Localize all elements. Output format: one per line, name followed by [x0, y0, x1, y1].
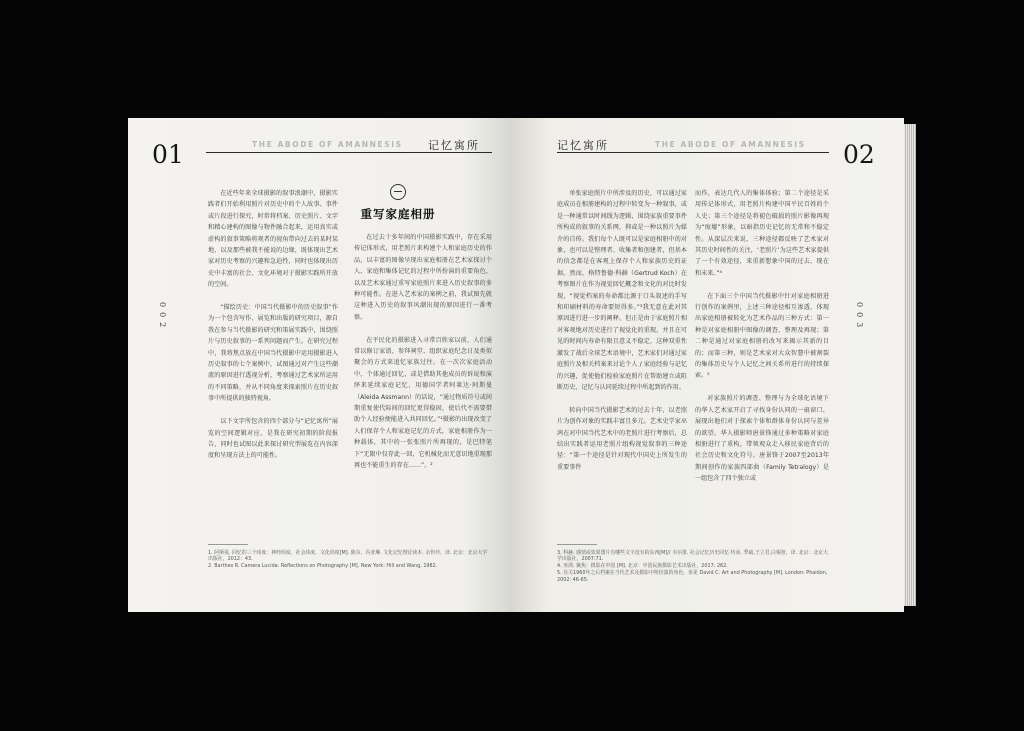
page-number: 01: [152, 140, 184, 169]
right-page: [509, 118, 904, 612]
paragraph: 转向中国当代摄影艺术的过去十年，以老照片为创作对象的实践丰富且多元。艺术史学家巫鸿在对中国当代艺术中的老照片进行考察后，总结出实践者运用老照片组构视觉叙事的三种途径：“第一个途径是针对现代中国史上所发生的重要事件: [557, 406, 687, 471]
paragraph: 而作，表达几代人的集体体验；第二个途径是采用传记体形式，用老照片构建中国平民百姓的个人史；第三个途径是将褪色破损的照片影像再现为“废墟”形象，以暗指历史记忆的无常和不稳定性。从深层次来说，三种途径都反映了艺术家对其历史时间性的关注，‘老照片’为这些艺术家提供了一个有效途径，来重新想象中国的过去、现在和未来。”⁴: [695, 190, 829, 277]
running-head-en: THE ABODE OF AMANNESIS: [655, 140, 806, 149]
footnotes: [208, 550, 492, 570]
paragraph: 单张家庭照片中所涉及的历史，可以通过家庭成员在相册建构的过程中转变为一种叙事，或是一种通常以时间线为逻辑，围绕家族重要事件所构成的叙事的关系网，抑或是一种以照片为媒介的自传。我们每个人既可以是家庭相册中的对象，也可以是整理者、收集者和创建者，但基本的信念都是在客观上保存个人和家族历史的证据。然而，格特鲁德·科赫（Gertrud Koch）在考察图片在作为视觉回忆概念和文化的对比时发现，“视觉档案的寿命都比源于口头叙述的手写和印刷材料的寿命要短得多。”³我无意在此对其原因进行进一步的阐释，但正是由于家庭照片相对客观地对历史进行了视觉化的重现，并且在可见的时间内寿命有限且意义不稳定，这种双重性激发了战后全球艺术语境中，艺术家们对通过家庭照片及相关档案来讨论个人 / 家庭经验与记忆的兴趣，促使他们检验家庭照片在帮助建立或阻断历史、记忆与认同延续过程中所起到的作用。: [557, 190, 687, 391]
footnote: 2. Barthes R. Camera Lucida: Reflections on Photography [M]. New York: Hill and Wang, 1982.: [208, 563, 438, 570]
paragraph: 在近些年来全球摄影的叙事浪潮中，摄影实践者们开始利用照片对历史中的个人故事、事件或片段进行探究，时常将档案、历史照片、文字和精心建构的图像与物件融合起来，运用真实或虚构的叙事策略将观者的视角带向过去的某时某地，以及那些被我不能说的边缘，既体现出艺术家对历史考察的兴趣和急迫性，同时也体现出历史中丰富的社会、文化环境对于摄影实践所开放的空间。: [208, 190, 338, 289]
footnote: 5. 有关1960年之后档案在当代艺术及摄影中所扮演的角色，参见 David C. Art and Photography [M]. London: Phaidon, 2002: 46-65.: [557, 570, 828, 583]
running-head-cn: 记忆寓所: [428, 139, 480, 152]
footnotes: [557, 550, 829, 584]
header-rule: [557, 152, 829, 153]
paragraph: 对家族照片的调查、整理与为全球化语境下的华人艺术家开启了寻找身份认同的一扇窗口，展现出他们对于探索个体和群体身份认同与差异的欲望。华人摄影师唐景锋通过多种策略对家庭相册进行了重构，带领观众走入移民家庭背后的社会历史和文化符号。唐景锋于2007至2013年期间创作的家族四部曲（Family Tetralogy）是一组包含了四个独立或: [695, 395, 829, 483]
page-number: 02: [843, 140, 875, 169]
text-column-1: [208, 188, 338, 473]
paragraph: 在下面三个中国当代摄影中针对家庭相册进行创作的案例里，上述三种途径相互渗透，体现出家庭相册被转化为艺术作品的三种方式：第一种是对家庭相册中图像的调查、整理及再现；第二种是通过对家庭相册的改写来揭示其新的目的；而第三种，则是艺术家对大众智慧中被割裂的集体历史与个人记忆之间关系所进行的持续探索。⁵: [695, 292, 829, 380]
folio: 003: [855, 302, 864, 333]
text-column-2: [695, 188, 829, 496]
header-rule: [206, 152, 492, 153]
text-column-1: [557, 188, 687, 485]
paragraph: 以下文字所包含的四个部分与“记忆寓所”展览的空间逻辑对应，是我在研究初期的阶段报告，同时也试图以此来探讨研究型展览在内容深度和呈现方法上的可能性。: [208, 418, 338, 460]
paragraph: “描绘历史：中国当代摄影中的历史叙事”作为一个包含写作、展览和出版的研究项目，源自我在参与当代摄影的研究和策展实践中，围绕照片与历史叙事的一系列问题而产生。在研究过程中，我将焦点放在中国当代摄影中运用摄影进入历史叙事的七个案例中，试图通过对产生这些潮流的原因进行透视分析，考察通过艺术家所运用的不同策略，并从不同角度来探索照片在历史叙事中所提供的独特视角。: [208, 304, 338, 403]
paragraph: 在过去十多年间的中国摄影实践中，存在采用传记体形式，用老照片来构建个人和家庭历史的作品，以丰富的图像呈现出家庭相册在艺术家探讨个人、家庭和集体记忆的过程中所扮演的重要角色，以及艺术家通过重写家庭照片来进入历史叙事的多种可能性。在进入艺术家的案例之前，我试图先就这种进入历史的叙事风潮出现的原因进行一番考察。: [354, 234, 492, 321]
running-head-cn: 记忆寓所: [557, 139, 609, 152]
chapter-heading: [353, 184, 443, 222]
footnote-rule: [557, 544, 597, 545]
folio: 002: [158, 302, 167, 333]
open-book: [128, 118, 918, 612]
chapter-mark-icon: [390, 184, 406, 200]
running-head-en: THE ABODE OF AMANNESIS: [252, 140, 403, 149]
footnote: 1. 阿斯曼. 回忆的三个纬度：神经纬度、社会纬度、文化纬度[M]. 陈尔，冯亚琳. 文化记忆理论读本. 余传玲，译. 北京：北京大学出版社，2012：43.: [208, 550, 488, 563]
page-edges: [904, 124, 916, 606]
chapter-title: 重写家庭相册: [360, 207, 436, 221]
text-column-2: [354, 232, 492, 483]
footnote: 3. 科赫. 感情或效果图片有哪些文字没有的东西[M]// 韦尔策. 社会记忆历史回忆·传承. 季斌,王立君,白锡堃，译. 北京：北京大学出版社，2007:71.: [557, 550, 828, 563]
footnote: 4. 巫鸿. 聚焦：摄影在中国 [M]. 北京：中国民族摄影艺术出版社，2017: 262.: [557, 563, 728, 570]
paragraph: 在平民化的摄影进入寻常百姓家以前，人们通常以修订家谱、参拜祠堂、组织家庭纪念日及类似聚会的方式来追忆家族过往。在一次次家庭活动中，个体通过回忆，或是借助其他成员的诉说和演绎来延续家庭记忆，用德国学者阿莱达·阿斯曼（Aleida Assmann）的话说，“通过物质符号或间期重复使代际间的回忆更得稳固，使后代不需要借助个人经验便能进入共同回忆。”¹摄影的出现改变了人们保存个人和家庭记忆的方式，家庭相册作为一种载体，其中的一张张照片所再现的，是巴特笔下“无限中仅存此一回，它机械化而无意识地重现那再也不能重生的存在……”。²: [354, 336, 492, 470]
left-page: [128, 118, 509, 612]
footnote-rule: [208, 544, 248, 545]
